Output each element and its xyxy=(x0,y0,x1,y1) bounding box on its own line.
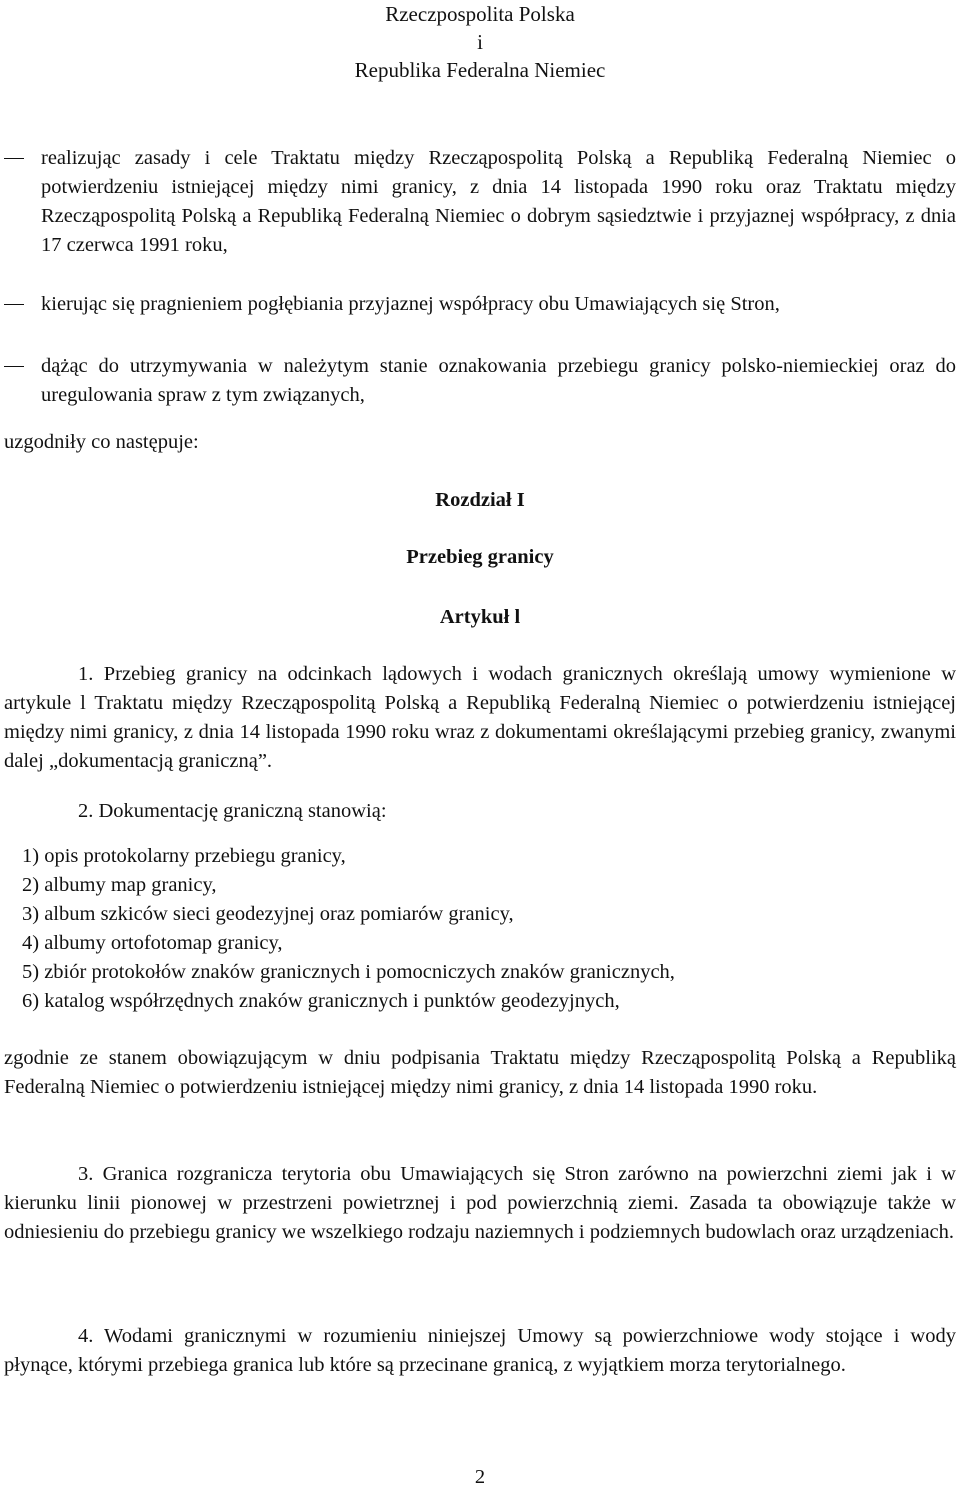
list-item: 1) opis protokolarny przebiegu granicy, xyxy=(22,845,346,867)
preamble-item-3-text: dążąc do utrzymywania w należytym stanie oznakowania przebiegu granicy polsko-niemieckiej oraz do uregulowania spraw z tym związanych, xyxy=(41,355,956,406)
header-line-and: i xyxy=(477,30,483,54)
paragraph-3: 3. Granica rozgranicza terytoria obu Umawiających się Stron zarówno na powierzchni ziemi jak i w kierunku linii pionowej w przestrzeni powietrznej i pod powierzchnią ziemi. Zasada ta obowiązuje także w odniesieniu do przebiegu granicy we wszelkiego rodzaju naziemnych i podziemnych budowlach oraz urządzeniach. xyxy=(4,1163,956,1243)
list-item: 6) katalog współrzędnych znaków granicznych i punktów geodezyjnych, xyxy=(22,990,620,1012)
chapter-number: Rozdział I xyxy=(435,489,525,511)
list-item: 5) zbiór protokołów znaków granicznych i pomocniczych znaków granicznych, xyxy=(22,961,675,983)
header-line-germany: Republika Federalna Niemiec xyxy=(354,58,606,82)
documentation-list xyxy=(22,842,675,1016)
paragraph-1: 1. Przebieg granicy na odcinkach lądowych i wodach granicznych określają umowy wymienione w artykule l Traktatu między Rzecząpospolitą Polską a Republiką Federalną Niemiec o potwierdzeniu istniejącej między nimi granicy, z dnia 14 listopada 1990 roku wraz z dokumentami określającymi przebieg granicy, zwanymi dalej „dokumentacją graniczną”. xyxy=(4,663,956,772)
dash-bullet xyxy=(4,366,24,367)
paragraph-2-continuation: zgodnie ze stanem obowiązującym w dniu podpisania Traktatu między Rzecząpospolitą Polską a Republiką Federalną Niemiec o potwierdzeniu istniejącej między nimi granicy, z dnia 14 listopada 1990 roku. xyxy=(4,1047,956,1098)
parties-header xyxy=(0,0,960,84)
paragraph-2-intro: 2. Dokumentację graniczną stanowią: xyxy=(78,800,387,822)
preamble-item-2 xyxy=(4,290,956,319)
article-heading: Artykuł l xyxy=(439,606,521,628)
paragraph-4: 4. Wodami granicznymi w rozumieniu niniejszej Umowy są powierzchniowe wody stojące i wody płynące, którymi przebiega granica lub które są przecinane granicą, z wyjątkiem morza terytorialnego. xyxy=(4,1325,956,1376)
list-item: 2) albumy map granicy, xyxy=(22,874,217,896)
preamble-item-2-text: kierując się pragnieniem pogłębiania przyjaznej współpracy obu Umawiających się Stron, xyxy=(41,293,780,315)
list-item: 4) albumy ortofotomap granicy, xyxy=(22,932,283,954)
header-line-poland: Rzeczpospolita Polska xyxy=(385,2,575,26)
agreed-line: uzgodniły co następuje: xyxy=(4,431,199,453)
dash-bullet xyxy=(4,304,24,305)
dash-bullet xyxy=(4,158,24,159)
chapter-title: Przebieg granicy xyxy=(406,546,554,568)
page-number: 2 xyxy=(474,1466,486,1488)
preamble-item-1 xyxy=(4,144,956,260)
preamble-item-1-text: realizując zasady i cele Traktatu między Rzecząpospolitą Polską a Republiką Federalną Niemiec o potwierdzeniu istniejącej między nimi granicy, z dnia 14 listopada 1990 roku oraz Traktatu między Rzecząpospolitą Polską a Republiką Federalną Niemiec o dobrym sąsiedztwie i przyjaznej współpracy, z dnia 17 czerwca 1991 roku, xyxy=(41,147,956,256)
preamble-item-3 xyxy=(4,352,956,410)
list-item: 3) album szkiców sieci geodezyjnej oraz pomiarów granicy, xyxy=(22,903,514,925)
